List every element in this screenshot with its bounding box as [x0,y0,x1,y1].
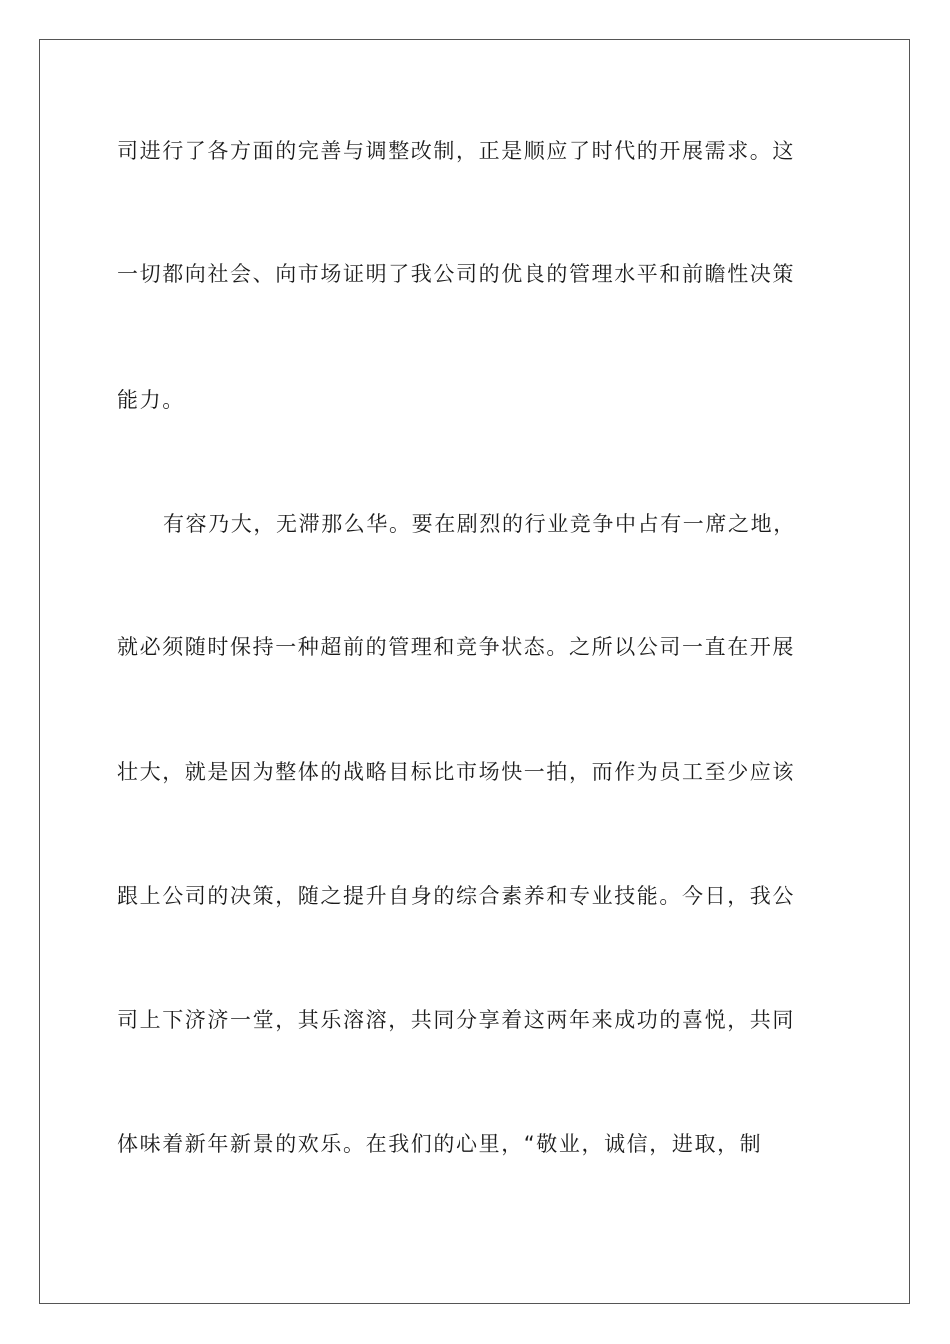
page-border [39,39,910,1304]
text-line: 一切都向社会、向市场证明了我公司的优良的管理水平和前瞻性决策 [117,262,795,286]
text-line: 壮大，就是因为整体的战略目标比市场快一拍，而作为员工至少应该 [117,760,795,784]
text-line: 体味着新年新景的欢乐。在我们的心里，“敬业，诚信，进取，制 [117,1132,763,1156]
text-line: 跟上公司的决策，随之提升自身的综合素养和专业技能。今日，我公 [117,884,795,908]
text-line: 司上下济济一堂，其乐溶溶，共同分享着这两年来成功的喜悦，共同 [117,1008,795,1032]
text-line: 就必须随时保持一种超前的管理和竞争状态。之所以公司一直在开展 [117,635,795,659]
paragraph-first-line: 有容乃大，无滞那么华。要在剧烈的行业竞争中占有一席之地， [163,512,796,536]
text-line: 司进行了各方面的完善与调整改制，正是顺应了时代的开展需求。这 [117,139,795,163]
text-line: 能力。 [117,388,185,412]
